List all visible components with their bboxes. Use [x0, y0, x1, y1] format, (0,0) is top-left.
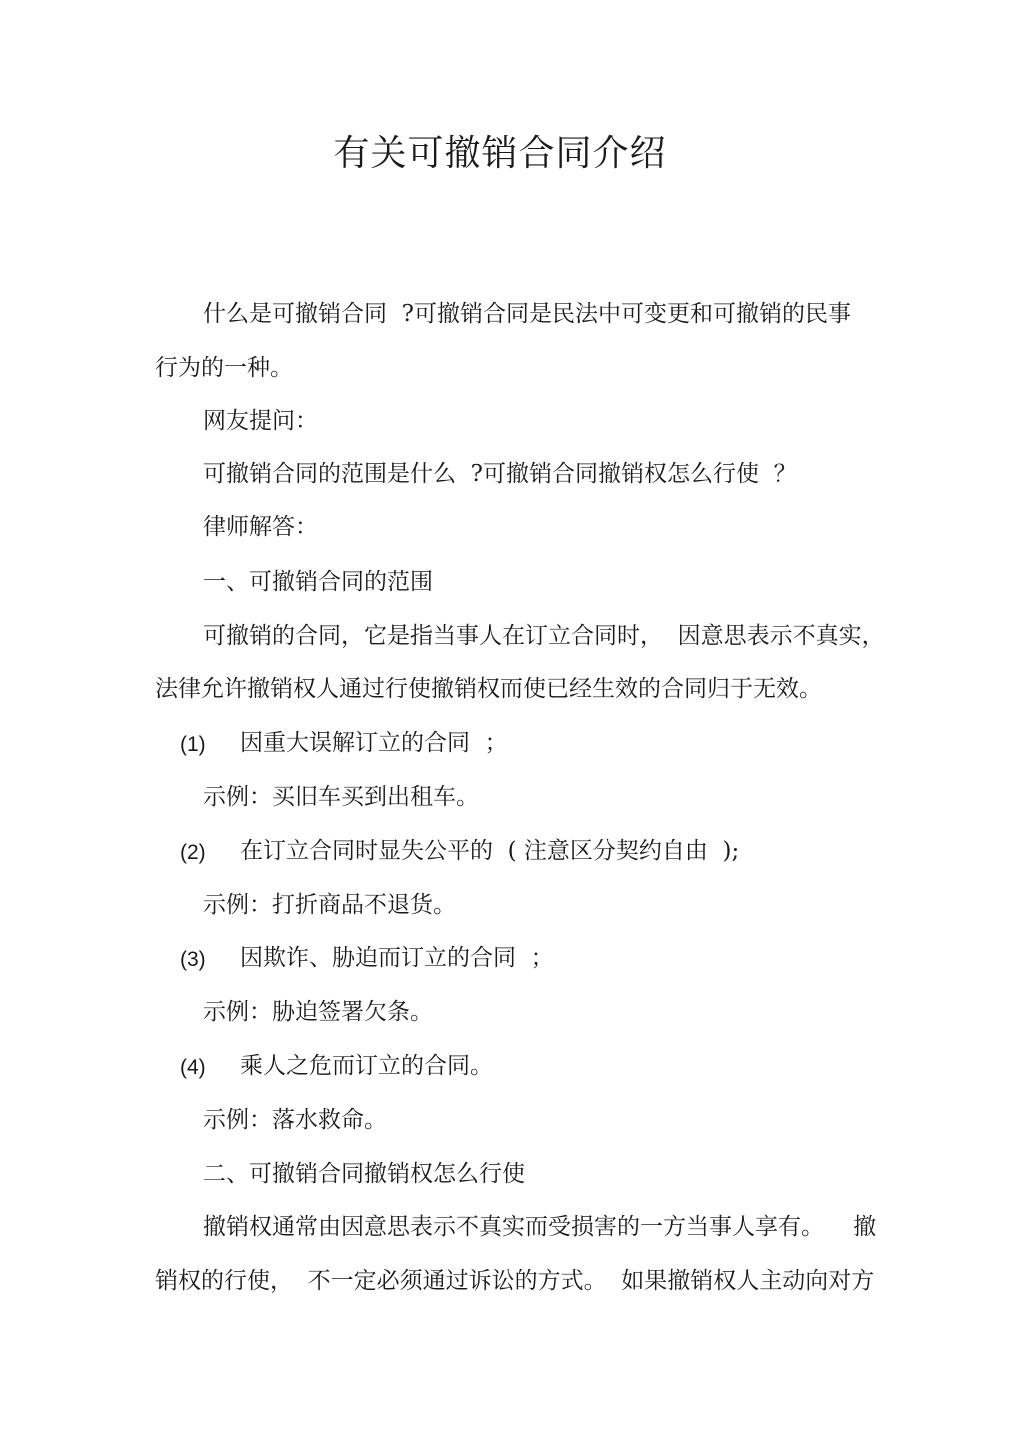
list-item-number: (4) — [180, 1056, 206, 1079]
list-item-number: (3) — [180, 948, 206, 971]
paragraph-line: 可撤销合同的范围是什么 ?可撤销合同撤销权怎么行使 ？ — [203, 461, 797, 487]
paragraph-line: 律师解答： — [203, 514, 318, 540]
section-heading: 二、可撤销合同撤销权怎么行使 — [203, 1161, 525, 1187]
section-heading: 一、可撤销合同的范围 — [203, 569, 433, 595]
paragraph-line: 销权的行使， 不一定必须通过诉讼的方式。 如果撤销权人主动向对方 — [155, 1268, 875, 1294]
example-line: 示例：胁迫签署欠条。 — [203, 999, 433, 1025]
list-item-number: (2) — [180, 841, 206, 864]
paragraph-line: 可撤销的合同，它是指当事人在订立合同时， 因意思表示不真实， — [203, 623, 885, 649]
list-item-text: 因欺诈、胁迫而订立的合同 ； — [240, 945, 554, 971]
example-line: 示例：打折商品不退货。 — [203, 892, 456, 918]
list-item-text: 乘人之危而订立的合同。 — [240, 1053, 493, 1079]
list-item-text: 在订立合同时显失公平的 ( 注意区分契约自由 ); — [240, 838, 740, 864]
paragraph-line: 撤销权通常由因意思表示不真实而受损害的一方当事人享有。 撤 — [203, 1214, 877, 1240]
list-item-number: (1) — [180, 733, 206, 756]
document-title: 有关可撤销合同介绍 — [333, 133, 667, 174]
paragraph-line: 网友提问： — [203, 408, 318, 434]
example-line: 示例：落水救命。 — [203, 1107, 387, 1133]
paragraph-line: 什么是可撤销合同 ?可撤销合同是民法中可变更和可撤销的民事 — [203, 301, 851, 327]
list-item-text: 因重大误解订立的合同 ； — [240, 730, 508, 756]
paragraph-line: 行为的一种。 — [155, 355, 293, 381]
paragraph-line: 法律允许撤销权人通过行使撤销权而使已经生效的合同归于无效。 — [155, 676, 822, 702]
example-line: 示例：买旧车买到出租车。 — [203, 784, 479, 810]
